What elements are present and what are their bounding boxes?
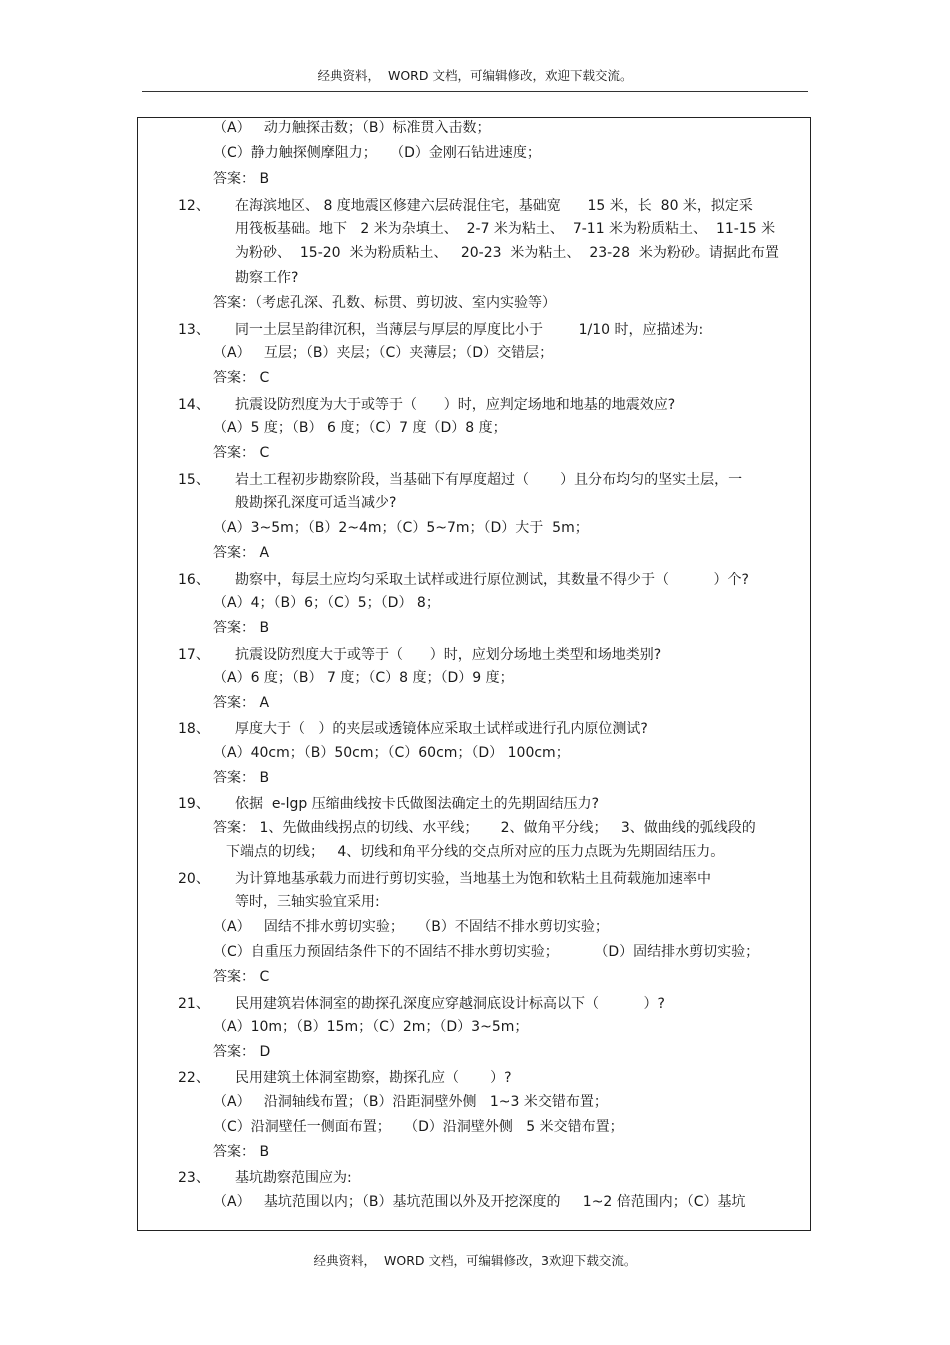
question-number: 14、	[178, 397, 210, 413]
answer-line: 答案： C	[213, 445, 270, 461]
question-text: 般勘探孔深度可适当减少?	[235, 495, 397, 511]
option-line: （A） 动力触探击数；（B）标准贯入击数；	[213, 120, 491, 136]
question-text: 基坑勘察范围应为:	[235, 1170, 352, 1186]
question-text: 厚度大于（ ）的夹层或透镜体应采取土试样或进行孔内原位测试?	[235, 721, 648, 737]
answer-line: 答案： C	[213, 370, 270, 386]
answer-line: 答案： D	[213, 1044, 271, 1060]
question-text: 岩土工程初步勘察阶段，当基础下有厚度超过（ ）且分布均匀的坚实土层，一	[235, 472, 743, 488]
option-line: （A）4；（B）6；（C）5；（D） 8；	[213, 595, 440, 611]
question-text: 依据 e-lgp 压缩曲线按卡氏做图法确定土的先期固结压力?	[235, 796, 600, 812]
option-line: （A）10m；（B）15m；（C）2m；（D）3~5m；	[213, 1019, 529, 1035]
option-line: （A）5 度；（B） 6 度；（C）7 度（D）8 度；	[213, 420, 507, 436]
question-number: 20、	[178, 871, 210, 887]
page-header: 经典资料， WORD 文档，可编辑修改，欢迎下载交流。	[317, 68, 633, 83]
question-text: 等时，三轴实验宜采用:	[235, 894, 380, 910]
answer-line: 答案： B	[213, 1144, 270, 1160]
answer-line: 答案： A	[213, 695, 270, 711]
question-text: 为计算地基承载力而进行剪切实验，当地基土为饱和软粘土且荷载施加速率中	[235, 871, 711, 887]
page-footer: 经典资料， WORD 文档，可编辑修改，3欢迎下载交流。	[313, 1253, 637, 1268]
question-text: 抗震设防烈度大于或等于（ ）时，应划分场地土类型和场地类别?	[235, 647, 662, 663]
option-line: （A） 沿洞轴线布置；（B）沿距洞壁外侧 1~3 米交错布置；	[213, 1094, 608, 1110]
question-text: 抗震设防烈度为大于或等于（ ）时，应判定场地和地基的地震效应?	[235, 397, 676, 413]
answer-line: 答案： C	[213, 969, 270, 985]
answer-line: 答案：（考虑孔深、孔数、标贯、剪切波、室内实验等）	[213, 295, 556, 311]
question-text: 民用建筑岩体洞室的勘探孔深度应穿越洞底设计标高以下（ ）?	[235, 996, 665, 1012]
option-line: （A） 互层；（B）夹层；（C）夹薄层；（D）交错层；	[213, 345, 554, 361]
question-number: 22、	[178, 1070, 210, 1086]
question-number: 12、	[178, 198, 210, 214]
question-number: 23、	[178, 1170, 210, 1186]
question-text: 为粉砂、 15-20 米为粉质粘土、 20-23 米为粘土、 23-28 米为粉砂。请据此布置	[235, 245, 779, 261]
answer-line: 答案： B	[213, 770, 270, 786]
question-number: 16、	[178, 572, 210, 588]
option-line: （A）6 度；（B） 7 度；（C）8 度；（D）9 度；	[213, 670, 514, 686]
option-line: （A） 基坑范围以内；（B）基坑范围以外及开挖深度的 1~2 倍范围内；（C）基坑	[213, 1194, 746, 1210]
option-line: （A）3~5m；（B）2~4m；（C）5~7m；（D）大于 5m；	[213, 520, 589, 536]
question-number: 17、	[178, 647, 210, 663]
option-line: （C）自重压力预固结条件下的不固结不排水剪切实验； （D）固结排水剪切实验；	[213, 944, 760, 960]
question-text: 同一土层呈韵律沉积，当薄层与厚层的厚度比小于 1/10 时，应描述为:	[235, 322, 704, 338]
question-text: 用筏板基础。地下 2 米为杂填土、 2-7 米为粘土、 7-11 米为粉质粘土、 11-15 米	[235, 221, 776, 237]
question-number: 21、	[178, 996, 210, 1012]
question-number: 13、	[178, 322, 210, 338]
option-line: （C）沿洞壁任一侧面布置； （D）沿洞壁外侧 5 米交错布置；	[213, 1119, 624, 1135]
question-text: 勘察工作?	[235, 270, 299, 286]
question-text: 在海滨地区、 8 度地震区修建六层砖混住宅，基础宽 15 米，长 80 米，拟定采	[235, 198, 753, 214]
option-line: （C）静力触探侧摩阻力； （D）金刚石钻进速度；	[213, 145, 541, 161]
option-line: （A）40cm；（B）50cm；（C）60cm；（D） 100cm；	[213, 745, 570, 761]
option-line: （A） 固结不排水剪切实验； （B）不固结不排水剪切实验；	[213, 919, 609, 935]
question-number: 19、	[178, 796, 210, 812]
answer-line: 答案： B	[213, 620, 270, 636]
answer-line: 答案： A	[213, 545, 270, 561]
question-text: 勘察中，每层土应均匀采取土试样或进行原位测试，其数量不得少于（ ）个?	[235, 572, 749, 588]
answer-line: 答案： B	[213, 171, 270, 187]
question-number: 18、	[178, 721, 210, 737]
answer-line: 答案： 1、先做曲线拐点的切线、水平线； 2、做角平分线； 3、做曲线的弧线段的	[213, 820, 756, 836]
question-number: 15、	[178, 472, 210, 488]
answer-line: 下端点的切线； 4、切线和角平分线的交点所对应的压力点既为先期固结压力。	[226, 844, 725, 860]
question-text: 民用建筑土体洞室勘察，勘探孔应（ ）?	[235, 1070, 512, 1086]
header-rule	[142, 91, 808, 92]
